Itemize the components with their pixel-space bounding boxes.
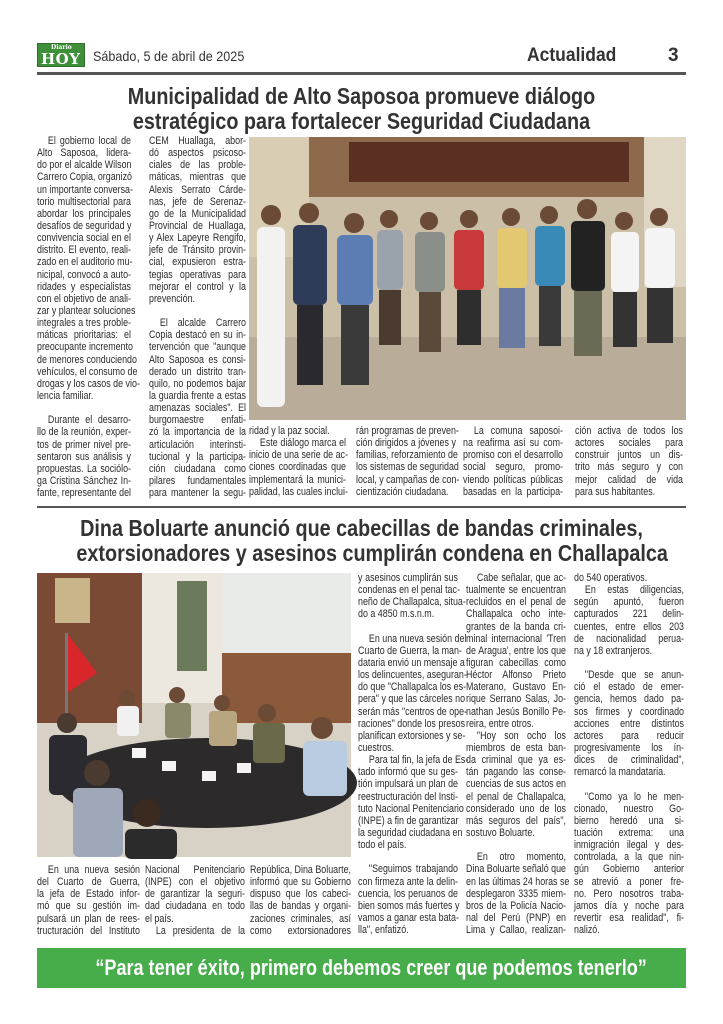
text-line: promiso con el desarrollo: [463, 449, 563, 462]
section-title: Actualidad: [527, 45, 617, 66]
quote-banner: [37, 948, 686, 988]
text-line: En estas diligencias,: [584, 584, 684, 597]
text-line: prevención.: [149, 292, 196, 305]
text-line: tualmente se encuentran: [466, 584, 566, 597]
banner-quote: “Para tener éxito, primero debemos creer que podemos tenerlo”: [95, 955, 647, 980]
logo-small-text: Diario: [51, 44, 72, 51]
text-line: nicipal, convocó a auto-: [37, 268, 131, 281]
text-line: El gobierno local de: [47, 135, 131, 147]
top-article-column-1: [37, 135, 140, 500]
text-line: jamos día y noche para: [574, 899, 684, 912]
text-line: quilo, no podemos bajar: [149, 377, 246, 390]
text-line: del Cuarto de Guerra,: [37, 876, 140, 889]
text-line: go de la Municipalidad: [149, 207, 246, 220]
text-line: Copia destacó en su in-: [149, 329, 246, 342]
text-line: basadas en la participa-: [463, 485, 563, 498]
text-line: según apuntó, fueron: [574, 596, 684, 609]
text-line: En otro momento,: [476, 851, 566, 864]
text-line: familias, reforzamiento de: [356, 449, 458, 462]
text-line: Carrero Copia, organizó: [37, 171, 132, 184]
text-line: ción ciudadana como: [149, 462, 246, 475]
bottom-article-column-6: [574, 572, 684, 936]
text-line: propuestas. La sociólo-: [37, 462, 131, 475]
text-line: dó aspectos psicoso-: [149, 147, 246, 160]
text-line: República, Dina Boluarte,: [250, 864, 351, 876]
bottom-headline-line-1: Dina Boluarte anunció que cabecillas de bandas criminales,: [80, 515, 643, 541]
text-line: tructuración del Instituto: [37, 924, 140, 937]
text-line: Durante el desarro-: [47, 414, 131, 427]
text-line: sentaron sus análisis y: [37, 450, 131, 463]
text-line: da criminal que ya es-: [466, 754, 566, 767]
text-line: máticas, mientras que: [149, 171, 246, 184]
text-line: la jefa de Estado infor-: [37, 888, 140, 901]
text-line: desplegaron 3335 miem-: [466, 887, 566, 900]
text-line: zaciones criminales, así: [250, 912, 351, 925]
bottom-headline-line-2: extorsionadores y asesinos cumplirán condena en Challapalca: [76, 540, 668, 566]
text-line: palidad, las cuales inclui-: [249, 485, 348, 498]
text-line: amenazas sociales". El: [149, 402, 246, 415]
text-line: tuación extrema: una: [574, 826, 684, 839]
text-line: jefe de Tránsito provin-: [149, 244, 246, 257]
text-line: Este diálogo marca el: [259, 437, 346, 450]
text-line: dataria envió un mensaje a: [358, 656, 465, 669]
text-line: inicio de una serie de ac-: [249, 449, 348, 462]
text-line: condenas en el penal tac-: [358, 584, 460, 597]
top-article-column-5: [463, 425, 563, 498]
text-line: en las últimas 24 horas se: [466, 875, 570, 888]
text-line: "Como ya lo he men-: [584, 790, 684, 803]
text-line: no. Pero nosotros traba-: [574, 887, 684, 900]
text-line: máticas prioritarias: el: [37, 329, 131, 342]
text-line: para mantener la segu-: [149, 487, 246, 500]
text-line: [466, 839, 566, 851]
bottom-article-column-5: [466, 572, 570, 937]
top-article-column-3: [249, 425, 346, 498]
text-line: como extorsionadores: [250, 924, 351, 937]
text-line: Alto Saposoa es consi-: [149, 353, 246, 366]
text-line: abordar los principales: [37, 207, 131, 220]
text-line: un importante conversa-: [37, 183, 133, 196]
text-line: nas, jefe de Serenaz-: [149, 195, 246, 208]
text-line: de Aragua', entre los que: [466, 644, 566, 657]
text-line: ción activa de todos los: [575, 425, 683, 437]
text-line: nathan Jesús Bonillo Pe-: [466, 705, 566, 718]
text-line: la seguridad ciudadana en: [358, 826, 463, 839]
text-line: CEM Huallaga, abor-: [149, 135, 246, 147]
text-line: La presidenta de la: [155, 924, 245, 937]
text-line: distrito. El evento, reali-: [37, 244, 131, 257]
text-line: para sus habitantes.: [575, 485, 656, 498]
text-line: y asesinos cumplirán sus: [358, 572, 458, 584]
text-line: "Hoy son ocho los: [476, 729, 566, 742]
text-line: drogas y los casos de vio-: [37, 377, 140, 390]
text-line: nal del Perú (PNP) en: [466, 911, 566, 924]
text-line: planifican extorsiones y se-: [358, 729, 466, 742]
text-line: pulsará un plan de rees-: [37, 912, 140, 925]
text-line: pilares fundamentales: [149, 474, 246, 487]
text-line: sostuvo Boluarte.: [466, 826, 535, 839]
text-line: los delincuentes, aseguran-: [358, 669, 467, 682]
text-line: los sistemas de seguridad: [356, 461, 459, 474]
text-line: tado informó que su ges-: [358, 766, 458, 779]
text-line: fante, representante del: [37, 487, 132, 500]
text-line: [37, 402, 131, 414]
text-line: preocupante incremento: [37, 341, 133, 354]
text-line: la guardia frente a estas: [149, 389, 246, 402]
text-line: ga Cristina Sánchez In-: [37, 474, 131, 487]
text-line: tucional y la participa-: [149, 450, 246, 463]
top-headline-line-2: estratégico para fortalecer Seguridad Ciudadana: [132, 108, 591, 134]
text-line: Héctor Alfonso Prieto: [466, 669, 566, 682]
bottom-article-column-2: [145, 864, 245, 937]
text-line: [574, 778, 684, 790]
text-line: burgomaestre enfati-: [149, 414, 246, 427]
text-line: gún Gobierno anterior: [574, 863, 684, 876]
text-line: con el objetivo de anali-: [37, 292, 131, 305]
text-line: el penal de Challapalca,: [466, 790, 566, 803]
text-line: y Alex Lapeyre Rengifo,: [149, 232, 246, 245]
text-line: do 540 operativos.: [574, 572, 648, 584]
text-line: llo de la reunión, exper-: [37, 426, 131, 439]
text-line: sos firmes y coordinado: [574, 705, 684, 718]
text-line: minal internacional 'Tren: [466, 632, 566, 645]
text-line: el país.: [145, 912, 174, 925]
text-line: tos de primer nivel pre-: [37, 438, 131, 451]
text-line: Para tal fin, la jefa de Es-: [368, 754, 469, 767]
text-line: tervención que "aunque: [149, 341, 246, 354]
text-line: vehículos, el consumo de: [37, 365, 138, 378]
text-line: En una nueva sesión: [47, 864, 140, 876]
text-line: progresivamente los ín-: [574, 741, 684, 754]
text-line: (INPE) a fin de garantizar: [358, 814, 459, 827]
top-article-photo: [249, 137, 686, 420]
text-line: (INPE) con el objetivo: [145, 876, 245, 889]
text-line: implementará la munici-: [249, 473, 346, 486]
text-line: local, y campañas de con-: [356, 473, 460, 486]
text-line: do por el alcalde Wilson: [37, 159, 132, 172]
text-line: tán pagando las conse-: [466, 766, 566, 779]
text-line: inmigración ilegal y des-: [574, 839, 684, 852]
bottom-article-column-3: [250, 864, 351, 937]
text-line: informó que su Gobierno: [250, 876, 351, 889]
bottom-article-column-4: [358, 572, 469, 937]
text-line: neño de Challapalca, situa-: [358, 596, 466, 609]
text-line: cial, expusieron estra-: [149, 256, 246, 269]
text-line: recluidos en el penal de: [466, 596, 566, 609]
text-line: controlada, a la que nin-: [574, 851, 684, 864]
text-line: cuentes, entre ellos 203: [574, 620, 684, 633]
text-line: reira, entre otros.: [466, 717, 534, 730]
text-line: considerado uno de los: [466, 802, 566, 815]
text-line: más seguros del país",: [466, 814, 566, 827]
newspaper-logo: [37, 43, 85, 67]
text-line: En una nueva sesión del: [368, 632, 467, 645]
text-line: [358, 851, 458, 863]
text-line: tuto Nacional Penitenciario: [358, 802, 464, 815]
text-line: pera" y que las cárceles no: [358, 693, 466, 706]
text-line: cuestros.: [358, 741, 395, 754]
top-article-column-4: [356, 425, 460, 498]
text-line: zó la importancia de la: [149, 426, 246, 439]
text-line: dices de criminalidad",: [574, 754, 684, 767]
text-line: bien somos más fuertes y: [358, 899, 460, 912]
text-line: derado un distrito tran-: [149, 365, 246, 378]
text-line: zar y plantear soluciones: [37, 304, 136, 317]
bottom-article-column-1: [37, 864, 140, 937]
text-line: gencia, hemos dado pa-: [574, 693, 684, 706]
text-line: El alcalde Carrero: [159, 317, 246, 330]
bottom-article-photo: [37, 573, 351, 857]
text-line: Alto Saposoa, lidera-: [37, 147, 131, 160]
text-line: miembros de esta ban-: [466, 741, 566, 754]
text-line: acciones entre distintos: [574, 717, 684, 730]
text-line: articulación interinsti-: [149, 438, 246, 451]
text-line: trito más seguro y con: [575, 461, 683, 474]
text-line: cientización ciudadana.: [356, 485, 449, 498]
text-line: na reafirma así su com-: [463, 437, 563, 450]
text-line: integrales a tres proble-: [37, 317, 131, 330]
text-line: tegias operativas para: [149, 268, 246, 281]
text-line: ción dirigidos a jóvenes y: [356, 437, 456, 450]
text-line: zado en el auditorio mu-: [37, 256, 133, 269]
text-line: todo el país.: [358, 839, 407, 852]
text-line: ridades y especialistas: [37, 280, 131, 293]
text-line: desafíos de seguridad y: [37, 219, 132, 232]
text-line: actores para reducir: [574, 729, 684, 742]
text-line: nalizó.: [574, 924, 600, 937]
text-line: mó que su gestión im-: [37, 900, 140, 913]
page-number: 3: [668, 45, 679, 66]
text-line: construir juntos un dis-: [575, 449, 683, 462]
text-line: [358, 621, 458, 633]
text-line: social seguro, promo-: [463, 461, 563, 474]
top-article-column-6: [575, 425, 683, 498]
text-line: ridad y la paz social.: [249, 425, 330, 437]
text-line: "Desde que se anun-: [584, 669, 684, 682]
article-divider: [37, 506, 686, 508]
text-line: Challapalca ocho inte-: [466, 608, 566, 621]
text-line: revertir esa realidad", fi-: [574, 911, 684, 924]
issue-date: Sábado, 5 de abril de 2025: [93, 48, 245, 64]
text-line: lla", enfatizó.: [358, 924, 409, 937]
text-line: ciones coordinadas que: [249, 461, 346, 474]
text-line: bierno heredó una si-: [574, 814, 684, 827]
text-line: con firmeza ante la delin-: [358, 875, 458, 888]
text-line: Nacional Penitenciario: [145, 864, 245, 876]
text-line: torio multisectorial para: [37, 195, 131, 208]
text-line: grantes de la banda cri-: [466, 620, 566, 633]
text-line: Provincial de Huallaga,: [149, 219, 246, 232]
text-line: de nacionalidad perua-: [574, 632, 684, 645]
text-line: viendo políticas públicas: [463, 473, 563, 486]
text-line: Cabe señalar, que ac-: [476, 572, 566, 584]
text-line: dad ciudadana en todo: [145, 900, 245, 913]
text-line: [574, 657, 684, 669]
text-line: tión impulsará un plan de: [358, 778, 458, 791]
top-headline-line-1: Municipalidad de Alto Saposoa promueve diálogo: [127, 83, 596, 109]
text-line: na y 18 extranjeros.: [574, 644, 653, 657]
text-line: bros de la Policía Nacio-: [466, 899, 566, 912]
header-rule: [37, 72, 686, 75]
text-line: de garantizar la seguri-: [145, 888, 245, 901]
text-line: cuencias de sus actos en: [466, 778, 566, 791]
text-line: do que "Challapalca los es-: [358, 681, 467, 694]
logo-main-text: HOY: [41, 50, 81, 68]
text-line: ciales de las proble-: [149, 159, 246, 172]
top-article-column-2: [149, 135, 246, 499]
text-line: Alexis Serrato Cárde-: [149, 183, 246, 196]
text-line: La comuna saposoi-: [473, 425, 563, 437]
text-line: figuran cabecillas como: [466, 656, 566, 669]
text-line: capturados 221 delin-: [574, 608, 684, 621]
text-line: Dina Boluarte señaló que: [466, 863, 566, 876]
text-line: cionado, nuestro Go-: [574, 802, 684, 815]
text-line: [149, 305, 246, 317]
text-line: Materano, Gustavo En-: [466, 681, 566, 694]
text-line: dispuso que los cabeci-: [250, 888, 351, 901]
text-line: actores sociales para: [575, 437, 683, 450]
text-line: cuencia, los peruanos de: [358, 887, 458, 900]
text-line: rán programas de preven-: [356, 425, 459, 437]
text-line: lencia familiar.: [37, 389, 94, 402]
text-line: vamos a ganar esta bata-: [358, 911, 459, 924]
text-line: rique Serrano Salas, Jo-: [466, 693, 566, 706]
text-line: convivencia social en el: [37, 232, 131, 245]
text-line: Cuarto de Guerra, la man-: [358, 644, 462, 657]
text-line: mejorar el control y la: [149, 280, 246, 293]
text-line: "Seguimos trabajando: [368, 863, 458, 876]
text-line: llas de bandas y organi-: [250, 900, 351, 913]
text-line: remarcó la mandataria.: [574, 766, 666, 779]
text-line: mejor calidad de vida: [575, 473, 683, 486]
text-line: do a 4850 m.s.n.m.: [358, 608, 435, 621]
text-line: se atrevió a poner fre-: [574, 875, 684, 888]
text-line: ció el estado de emer-: [574, 681, 684, 694]
text-line: de menores conduciendo: [37, 353, 137, 366]
text-line: reestructuración del Insti-: [358, 790, 458, 803]
text-line: raciones" donde los presos: [358, 717, 466, 730]
text-line: serán más "centros de ope-: [358, 705, 468, 718]
text-line: Lima y Callao, realizan-: [466, 924, 566, 937]
